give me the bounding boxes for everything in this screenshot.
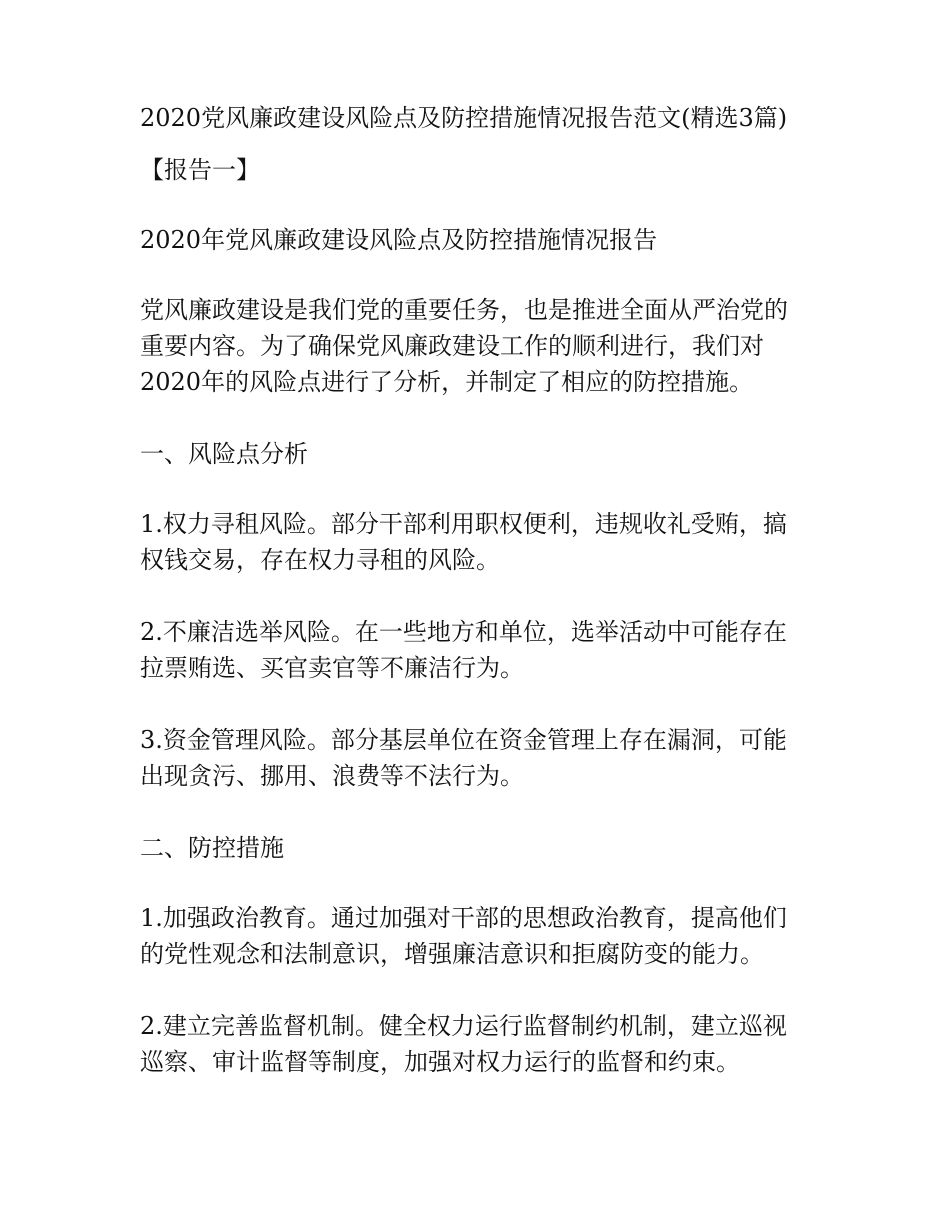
risk-item	[140, 614, 812, 686]
document-title: 2020党风廉政建设风险点及防控措施情况报告范文(精选3篇)	[140, 104, 788, 132]
intro-line: 2020年的风险点进行了分析，并制定了相应的防控措施。	[140, 368, 754, 396]
section-heading-risk-analysis: 一、风险点分析	[140, 440, 308, 468]
intro-paragraph	[140, 292, 812, 400]
risk-line: 3.资金管理风险。部分基层单位在资金管理上存在漏洞，可能	[140, 726, 787, 754]
measure-line: 2.建立完善监督机制。健全权力运行监督制约机制，建立巡视	[140, 1012, 787, 1040]
risk-line: 出现贪污、挪用、浪费等不法行为。	[140, 762, 524, 790]
intro-line: 党风廉政建设是我们党的重要任务，也是推进全面从严治党的	[140, 296, 788, 324]
risk-item	[140, 506, 812, 578]
risk-line: 2.不廉洁选举风险。在一些地方和单位，选举活动中可能存在	[140, 618, 787, 646]
measure-line: 1.加强政治教育。通过加强对干部的思想政治教育，提高他们	[140, 904, 787, 932]
risk-line: 拉票贿选、买官卖官等不廉洁行为。	[140, 654, 524, 682]
risk-item	[140, 722, 812, 794]
measure-item	[140, 1008, 812, 1080]
intro-line: 重要内容。为了确保党风廉政建设工作的顺利进行，我们对	[140, 332, 764, 360]
measure-line: 的党性观念和法制意识，增强廉洁意识和拒腐防变的能力。	[140, 940, 764, 968]
document-page	[140, 100, 812, 1116]
section-heading-prevention-measures: 二、防控措施	[140, 834, 284, 862]
measure-line: 巡察、审计监督等制度，加强对权力运行的监督和约束。	[140, 1048, 740, 1076]
measure-item	[140, 900, 812, 972]
risk-line: 权钱交易，存在权力寻租的风险。	[140, 546, 500, 574]
risk-line: 1.权力寻租风险。部分干部利用职权便利，违规收礼受贿，搞	[140, 510, 787, 538]
report-title: 2020年党风廉政建设风险点及防控措施情况报告	[140, 226, 658, 254]
section-label: 【报告一】	[140, 156, 260, 184]
